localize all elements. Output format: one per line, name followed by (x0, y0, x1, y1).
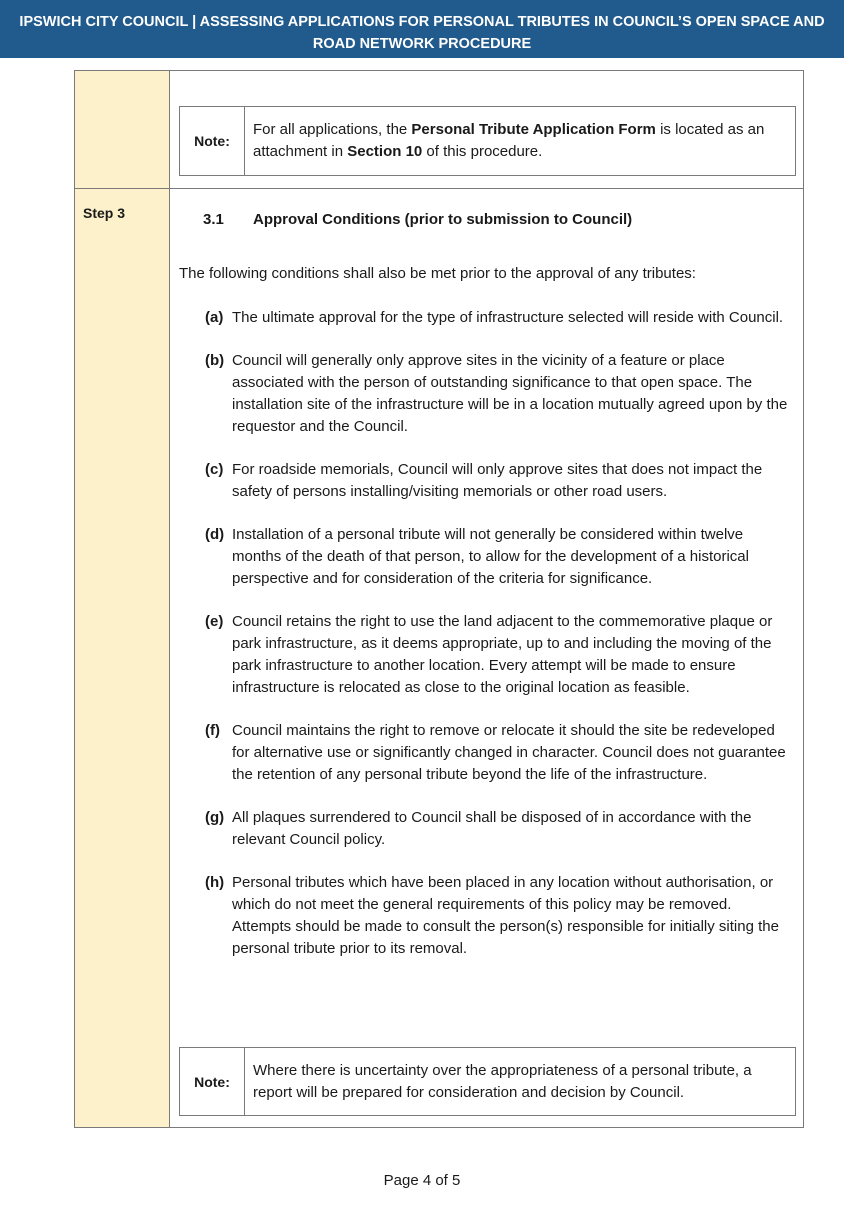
condition-letter: (g) (205, 809, 225, 826)
condition-text: Personal tributes which have been placed in any location without authorisation, or which do not meet the general requirements of this policy may be removed. Attempts should be made to consult the person(s) responsible for initially siting the personal tribute prior to its removal. (232, 874, 779, 957)
note-text: For all applications, the Personal Tribute Application Form is located as an attachment in Section 10 of this procedure. (253, 121, 765, 160)
condition-item (205, 807, 793, 851)
condition-letter: (b) (205, 352, 225, 369)
conditions-list (205, 307, 793, 981)
condition-text: Installation of a personal tribute will not generally be considered within twelve months of the death of that person, to allow for the development of a historical perspective and for consideration of the criteria for significance. (232, 526, 749, 587)
condition-letter: (a) (205, 309, 224, 326)
section-title: Approval Conditions (prior to submission to Council) (253, 211, 633, 228)
condition-item (205, 307, 793, 329)
condition-text: Council will generally only approve sites in the vicinity of a feature or place associated with the person of outstanding significance to that open space. The installation site of the infrastructure will be in a location mutually agreed upon by the requestor and the Council. (232, 352, 788, 435)
condition-letter: (e) (205, 613, 224, 630)
section-number: 3.1 (203, 211, 224, 228)
section-reference: Section 10 (347, 143, 423, 160)
page-number: Page 4 of 5 (383, 1172, 461, 1189)
row-divider (75, 188, 803, 189)
condition-item (205, 872, 793, 960)
procedure-table (74, 70, 804, 1128)
condition-text: For roadside memorials, Council will only approve sites that does not impact the safety of persons installing/visiting memorials or other road users. (232, 461, 763, 500)
condition-item (205, 350, 793, 438)
step-label: Step 3 (83, 205, 126, 221)
note-label: Note: (180, 107, 245, 175)
condition-item (205, 524, 793, 590)
section-heading (203, 211, 632, 228)
note-box-application-form (179, 106, 796, 176)
document-header (0, 0, 844, 58)
condition-item (205, 459, 793, 503)
condition-item (205, 611, 793, 699)
header-title-line-2: ROAD NETWORK PROCEDURE (312, 36, 532, 52)
form-name: Personal Tribute Application Form (411, 121, 656, 138)
condition-letter: (d) (205, 526, 225, 543)
condition-letter: (h) (205, 874, 225, 891)
condition-text: All plaques surrendered to Council shall be disposed of in accordance with the relevant Council policy. (232, 809, 752, 848)
section-intro: The following conditions shall also be met prior to the approval of any tributes: (179, 265, 696, 282)
note-box-uncertainty (179, 1047, 796, 1116)
condition-text: Council retains the right to use the land adjacent to the commemorative plaque or park infrastructure, as it deems appropriate, up to and including the moving of the park infrastructure to another location. Every attempt will be made to ensure infrastructure is relocated as close to the original location as feasible. (232, 613, 773, 696)
step-column (75, 71, 170, 1127)
header-title-line-1: IPSWICH CITY COUNCIL | ASSESSING APPLICATIONS FOR PERSONAL TRIBUTES IN COUNCIL’S OPEN SPACE AND (19, 14, 825, 30)
note-label: Note: (180, 1048, 245, 1115)
condition-letter: (f) (205, 722, 220, 739)
condition-letter: (c) (205, 461, 224, 478)
note-text: Where there is uncertainty over the appropriateness of a personal tribute, a report will be prepared for consideration and decision by Council. (253, 1061, 752, 1101)
condition-text: The ultimate approval for the type of infrastructure selected will reside with Council. (232, 309, 784, 326)
condition-text: Council maintains the right to remove or relocate it should the site be redeveloped for alternative use or significantly changed in character. Council does not guarantee the retention of any personal tribute beyond the life of the infrastructure. (232, 722, 786, 783)
condition-item (205, 720, 793, 786)
